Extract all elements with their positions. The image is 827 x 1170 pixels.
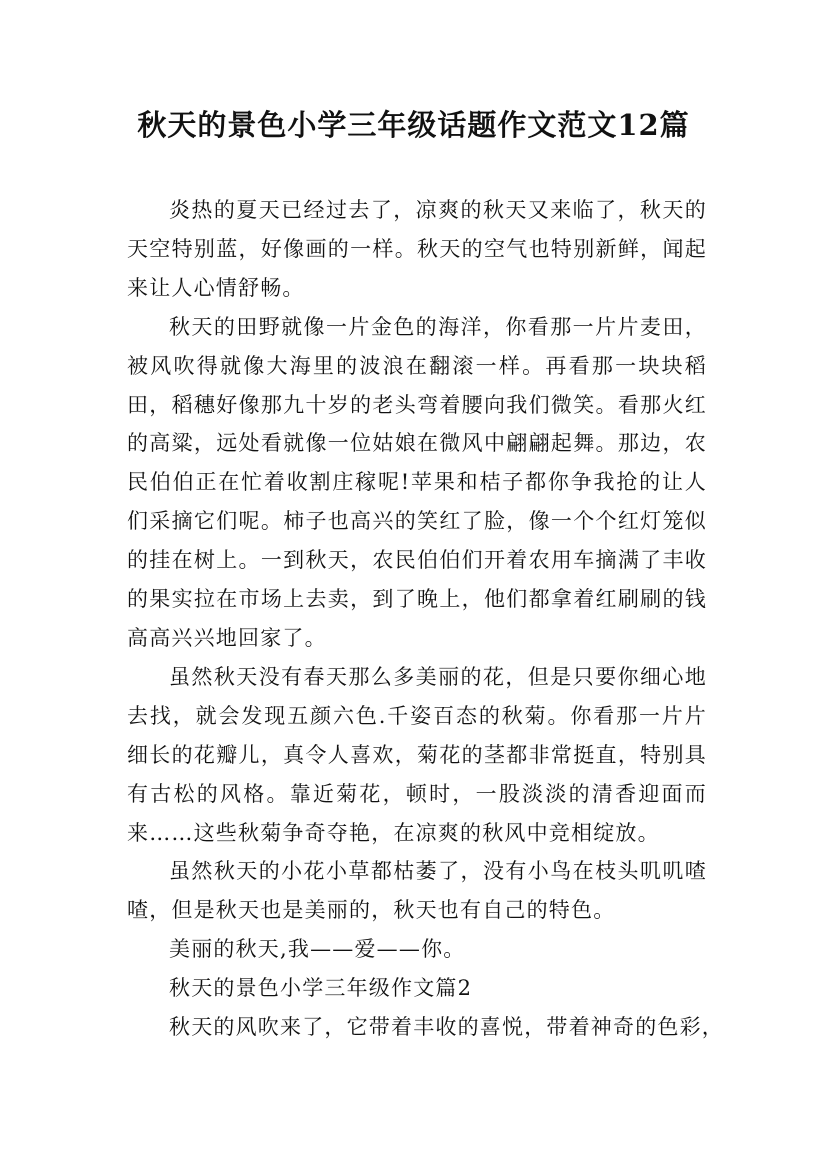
paragraph-1: 炎热的夏天已经过去了，凉爽的秋天又来临了，秋天的天空特别蓝，好像画的一样。秋天的空气也特别新鲜，闻起来让人心情舒畅。 <box>127 198 707 300</box>
document-body <box>127 191 724 1047</box>
section-heading-2: 秋天的景色小学三年级作文篇2 <box>169 976 473 1001</box>
paragraph-4: 虽然秋天的小花小草都枯萎了，没有小鸟在枝头叽叽喳喳，但是秋天也是美丽的，秋天也有自己的特色。 <box>127 859 707 923</box>
paragraph-2: 秋天的田野就像一片金色的海洋，你看那一片片麦田，被风吹得就像大海里的波浪在翻滚一样。再看那一块块稻田，稻穗好像那九十岁的老头弯着腰向我们微笑。看那火红的高粱，远处看就像一位姑娘在微风中翩翩起舞。那边，农民伯伯正在忙着收割庄稼呢!苹果和桔子都你争我抢的让人们采摘它们呢。柿子也高兴的笑红了脸，像一个个红灯笼似的挂在树上。一到秋天，农民伯伯们开着农用车摘满了丰收的果实拉在市场上去卖，到了晚上，他们都拿着红刷刷的钱高高兴兴地回家了。 <box>127 314 707 650</box>
paragraph-7: 秋天的风吹来了，它带着丰收的喜悦，带着神奇的色彩， <box>169 1015 724 1040</box>
paragraph-5: 美丽的秋天,我——爱——你。 <box>169 937 466 962</box>
paragraph-3: 虽然秋天没有春天那么多美丽的花，但是只要你细心地去找，就会发现五颜六色.千姿百态的秋菊。你看那一片片细长的花瓣儿，真令人喜欢，菊花的茎都非常挺直，特别具有古松的风格。靠近菊花，顿时，一股淡淡的清香迎面而来……这些秋菊争奇夺艳，在凉爽的秋风中竞相绽放。 <box>127 664 707 845</box>
document-title: 秋天的景色小学三年级话题作文范文12篇 <box>137 108 690 142</box>
